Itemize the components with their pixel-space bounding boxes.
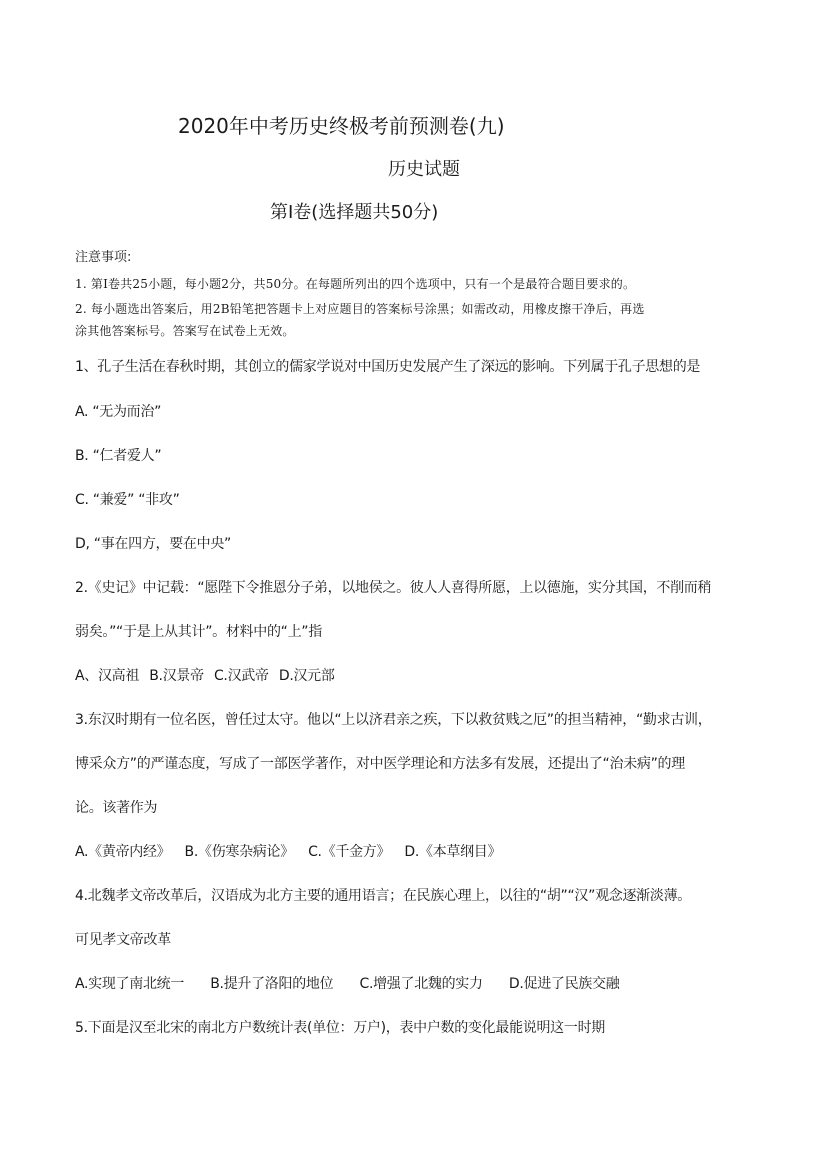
question-4-options	[75, 973, 619, 993]
notice-line: 涂其他答案标号。答案写在试卷上无效。	[75, 324, 295, 338]
question-2-option-c: C.汉武帝	[213, 668, 269, 684]
question-3-option-b: B.《伤寒杂病论》	[184, 844, 294, 860]
question-3-stem: 博采众方”的严谨态度，写成了一部医学著作，对中医学理论和方法多有发展，还提出了“治未病”的理	[75, 756, 685, 772]
exam-subtitle: 历史试题	[388, 159, 460, 180]
question-4-option-c: C.增强了北魏的实力	[359, 976, 483, 992]
question-2-stem: 2.《史记》中记载：“愿陛下令推恩分子弟，以地侯之。彼人人喜得所愿，上以德施，实分其国，不削而稍	[75, 580, 712, 596]
question-3-options	[75, 841, 501, 861]
question-4-stem: 4.北魏孝文帝改革后，汉语成为北方主要的通用语言；在民族心理上，以往的“胡”“汉”观念逐渐淡薄。	[75, 888, 691, 904]
question-2-option-a: A、汉高祖	[75, 668, 140, 684]
question-3-option-c: C.《千金方》	[308, 844, 391, 860]
exam-title: 2020年中考历史终极考前预测卷(九)	[178, 114, 505, 138]
question-4-option-a: A.实现了南北统一	[75, 976, 185, 992]
question-2-stem: 弱矣。”“于是上从其计”。材料中的“上”指	[75, 624, 322, 640]
question-2-options	[75, 665, 335, 685]
question-1-option-d: D, “事在四方，要在中央”	[75, 536, 231, 552]
notice-line: 1. 第Ⅰ卷共25小题，每小题2分，共50分。在每题所列出的四个选项中，只有一个是最符合题目要求的。	[75, 277, 636, 291]
question-5-stem: 5.下面是汉至北宋的南北方户数统计表(单位：万户)，表中户数的变化最能说明这一时期	[75, 1020, 605, 1036]
notice-line: 2. 每小题选出答案后，用2B铅笔把答题卡上对应题目的答案标号涂黑；如需改动，用橡皮擦干净后，再选	[75, 302, 645, 316]
notice-heading: 注意事项:	[75, 250, 132, 265]
question-3-stem: 论。该著作为	[75, 800, 158, 816]
question-4-option-b: B.提升了洛阳的地位	[210, 976, 334, 992]
question-1-option-a: A. “无为而治”	[75, 404, 162, 420]
question-1-option-b: B. “仁者爱人”	[75, 448, 162, 464]
question-4-option-d: D.促进了民族交融	[508, 976, 620, 992]
question-2-option-b: B.汉景帝	[149, 668, 204, 684]
question-3-option-a: A.《黄帝内经》	[75, 844, 171, 860]
question-3-stem: 3.东汉时期有一位名医，曾任过太守。他以“上以济君亲之疾，下以救贫贱之厄”的担当精神，“勤求古训，	[75, 712, 712, 728]
question-1-stem: 1、孔子生活在春秋时期，其创立的儒家学说对中国历史发展产生了深远的影响。下列属于孔子思想的是	[75, 359, 701, 375]
question-3-option-d: D.《本草纲目》	[404, 844, 502, 860]
question-1-option-c: C. “兼爱” “非攻”	[75, 492, 180, 508]
section-heading: 第Ⅰ卷(选择题共50分)	[270, 202, 439, 223]
question-2-option-d: D.汉元部	[278, 668, 335, 684]
question-4-stem: 可见孝文帝改革	[75, 932, 171, 948]
